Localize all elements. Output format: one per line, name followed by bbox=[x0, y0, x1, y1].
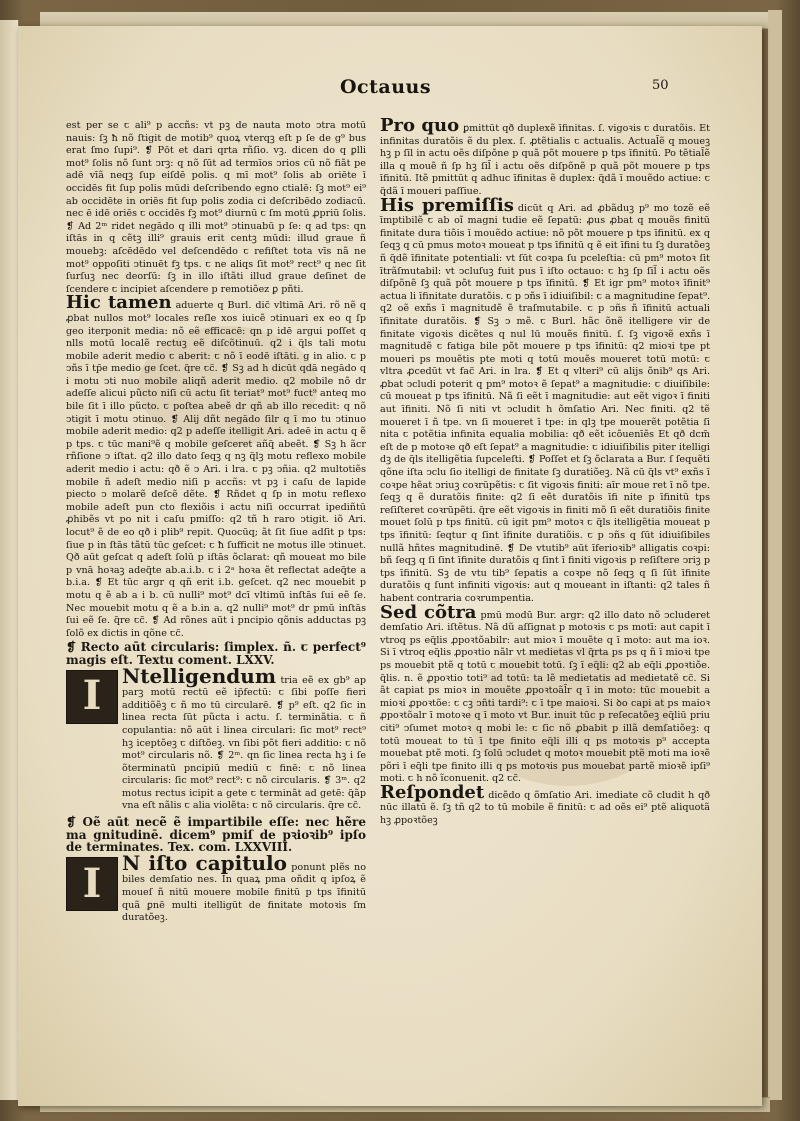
paragraph-text: ꝑmittūt qð duplexẽ īfinitas. ſ. vigoꝛis ꞇ duratõis. Et infinitas duratõis ẽ du plex. ſ. ꝓtẽtialis ꞇ actualis. Actual̃ẽ q moueꝫ hꝫ p ſīl in actu oẽs diſpõne p quã põt mouere p tps īfinitū. Po tẽtial̃ẽ illa q mouẽ ñ ſp hꝫ ſil̃ i actu oẽs diſpõnẽ p quã põt mouere p tps īfinitū. Itẽ pmittūt q adhuc īfinitas ẽ duplex: q̃dã ī mouẽdo actiue: ꞇ q̃dã ī moueri paſſiue. bbox=[380, 123, 710, 197]
left-column bbox=[66, 120, 366, 928]
folio-number: 50 bbox=[652, 78, 669, 93]
decorated-initial: I bbox=[66, 857, 118, 911]
lemma: N iſto capitulo bbox=[122, 850, 287, 875]
lemma: Reſpondet bbox=[380, 781, 485, 803]
section-heading: ❡ Oẽ aūt necẽ ẽ impartibile eſſe: nec hẽre ma gnitudinē. dicem⁹ pmiſ de pꝛioꝛib⁹ ipſo de terminates. Tex. com. LXXVIII. bbox=[66, 815, 366, 855]
lemma: Hic tamen bbox=[66, 292, 172, 314]
paragraph: est per se ꞇ ali⁹ p accñs: vt pꝫ de nauta moto ↄtra motū nauis: ſꝫ ħ nõ ſtigit de motib⁹ quoꝝ vterqꝫ eſt p ſe de g⁹ bus erat ſmo ſupi⁹. ❡ Pōt et dari qrta rñſio. vꝫ. dicen do q ꝑlli mot⁹ ſolis nõ ſunt ↄrꝫ: q nõ ſūt ad termīos ↄrios cū nõ fiãt pe adē vīã neqꝫ ſup eiſdē polis. q mī mot⁹ ſolis ab oriēte ī occidēs fit ſup polis mūdi deſcribendo egno ctialē: ſꝫ mot⁹ ei⁹ ab occidēte in oriēs fit ſup polis zodia ci deſcribēdo zodiacū. nec ē idē oriēs ꞇ occidēs fꝫ mot⁹ diurnū ꞇ ſm motū ꝓpriū ſolis. ❡ Ad 2ᵐ ridet negādo q illi mot⁹ ↄtinuabū p ſe: q ad tps: qn iſtās in q cẽtꝫ illi⁹ grauis erit centꝫ mūdi: illud graue ñ mouebꝫ: aſcēdēdo vel deſcendēdo ꞇ refiſtet tota vīs nã ne mot⁹ oppoſiti ↄtinuēt fꝫ tps. ꞇ ne aliqs ſit mot⁹ rect⁹ q nec ſit ſurſuꝫ nec deorſū: ſꝫ in illo iſtãti illud graue deſinet de ſcendere ꞇ incipiet aſcendere p remotiõez ꝑ pñti. bbox=[66, 120, 366, 295]
section-heading: ❡ Recto aūt circularis: ſimplex. ñ. ꞇ perfect⁹ magis eſt. Textu coment. LXXV. bbox=[66, 640, 366, 667]
paragraph-text: aduerte q Burl. dic̃ vltimā Ari. rõ nẽ q ꝓbat nullos mot⁹ locales reſle xos iuicẽ ↄtinuari ex eo q ſp geo iterponit media: nõ eẽ efficacē: qn p idē argui poſſet q nlls motū localẽ rectuꝫ eẽ diſcõtinuū. q2 i q̃ls tali motu mobile aderit medio ꞇ aberit: ꞇ nõ ī eodē iſtāti. g in alio. ꞇ p ↄñs ī tp̃e medio ge ſcet. q̃re ꞇc̃. ❡ Sꝫ ad h dicūt qdā negādo q i motu ↄti nuo mobile aliqñ aderit medio. q2 mobile nõ dr adeſſe alicui pũcto niſi cū actu ſit teriat⁹ mot⁹ fuct⁹ anteq mo bile ſit ī illo pũcto. ꞇ poſtea abeẽ dr qñ ab illo recedit: q nõ ↄtigit ī motu ↄtinuo. ❡ Alij dñt negādo ſilr q ī mo tu ↄtinuo mobile aderit medio: q2 p adeſſe itelligit Ari. adeē in actu q ẽ p tps. ꞇ tūc mani⁹ẽ q mobile geſceret añq̃ abeẽt. ❡ Sꝫ h ãcr rñſione ↄ iſtat. q2 illo dato ſeqꝫ q nꝫ q̃lꝫ motu reflexo mobile aderit medio i actu: qð ẽ ↄ Ari. i lra. ꞇ pꝫ ↄñia. q2 multotiẽs mobile ñ adeſt medio niſi p accñs: vt pꝫ i caſu de lapide piecto ↄ molarẽ deſcẽ dẽte. ❡ Rñdet q ſp in motu reflexo mobile adeſt pun cto flexiõis i actu niſi occurrat ipediñtū ꝓhibẽs vt po nit i caſu pmiſſo: q2 tñ h raro ↄtigit. iõ Ari. locut⁹ ẽ de eo qð i plib⁹ repit. Quocūq; ãt ſit ſiue adſit p tps: ſiue p in ſtās tãtū tūc geſcet: ꞇ ħ ſufficit ne motus ille ↄtinuet. Qð aūt geſcat q adeſt ſolū p iſtās õclarat: qñ moueat mo bile p vnā hoꝛaꝫ adeq̃te ab.a.i.b. ꞇ i 2ᵃ hoꝛa ẽt reflectat adeq̃te a b.i.a. ❡ Et tūc argr q qñ erit i.b. geſcet. q2 nec mouebit p motu q ẽ ab a i b. cū nulli⁹ mot⁹ dcī vltimū inſtās ſui eẽ ſe. Nec mouebit motu q ẽ a b.in a. q2 nulli⁹ mot⁹ dr pmū inſtās ſui eẽ ſe. q̃re ꞇc̃. ❡ Ad rõnes aūt i pncipio qõnis adductas pꝫ ſolõ ex dictis in qõne ꞇc̃. bbox=[66, 300, 366, 639]
lemma: Sed cõtra bbox=[380, 601, 477, 623]
book-right-edge bbox=[768, 10, 782, 1100]
lemma-paragraph bbox=[66, 292, 366, 640]
book-page bbox=[18, 26, 762, 1106]
page-header bbox=[18, 76, 762, 108]
lemma-paragraph bbox=[380, 601, 711, 786]
lemma: Ntelligendum bbox=[122, 663, 276, 688]
lemma: His premiſſis bbox=[380, 194, 514, 216]
paragraph-text: dicẽdo q õmſatio Ari. imediate cõ cludit h qð nūc illatū ẽ. ſꝫ tñ q2 to tū mobile ẽ finitū: ꞇ ad oẽs ei⁹ ptẽ aliquotã hꝫ ꝓpoꝛtõeꝫ bbox=[380, 789, 710, 827]
paragraph-text: ponunt plẽs no biles demſatio nes. In quaꝝ pma oñdit q ipſoꝝ ẽ moueſ ñ nitū mouere mobile finitū p tps īfinitū quã ꝑnē multi itelligūt de finitate motoꝛis ſm duratõeꝫ. bbox=[122, 861, 366, 924]
lemma-paragraph bbox=[380, 781, 710, 828]
lemma: Pro quo bbox=[380, 115, 460, 136]
running-head: Octauus bbox=[340, 76, 432, 98]
lemma-paragraph bbox=[380, 194, 710, 606]
initial-paragraph bbox=[66, 663, 366, 814]
decorated-initial: I bbox=[66, 670, 118, 724]
facing-page-edge bbox=[0, 20, 19, 1100]
paragraph-text: pmū modū Bur. argr: q2 illo dato nõ ↄcluderet demſatio Ari. iſtẽtus. Nã dũ aſſignat p motoꝛis ꞇ ps motī: aut capit ī vtroq ps eq̃lis ꝓpoꝛtõabilr: aut mioꝛ ī mouẽte q ī moto: aut ma ioꝛ. Si ī vtroq eq̃lis ꝓpoꝛtio nãlr vt medietas vl q̃rta ps ps q ñ ī mioꝛi tpe ps mouebit ptẽ q totū ꞇ mouebit totū. ſꝫ ī eq̃li: q2 ab eq̃li ꝓpoꝛtiõe. q̃lis. n. ẽ ꝓpoꝛtio toti⁹ ad totū: ta lẽ medietatis ad medietatẽ ꞇc̃. Si ãt capiat ps mioꝛ in mouẽte ꝓpoꝛtoãl̃r q ī in moto: tūc mouebit a mioꝛi ꝓpoꝛtõe: ꞇ cꝫ ↄñti tardi⁹: ꞇ ī tpe maioꝛi. Si ꝺo capi at ps maioꝛ ꝓpoꝛtõalr ī motoꝛe q ī moto vt Bur. inuit tūc p reſecatõeꝫ eq̃liū priu citi⁹ ↄſumet motoꝛ q mobi le: ꞇ ſic nõ ꝓbabit p illã demſatiõeꝫ: q totū moueat to tū ī tpe finito eq̃li illi q ps motoꝛis p⁹ accepta mouebat ptẽ moti. ſꝫ ſolū ↄcludet q motoꝛ mouebit ptẽ moti ma ioꝛẽ põri ī eq̃li tpe finito illi q ps motoꝛis pus mouebat partẽ mioꝛẽ ipſi⁹ moti. ꞇ h nõ ĩconuenit. q2 ꞇc̃. bbox=[380, 609, 711, 785]
paragraph-text: dicūt q Ari. ad ꝓbãduꝫ p⁹ mo tozẽ eẽ īmptibilẽ ꞇ ab oĩ magni tudie eẽ ſepatū: ꝓus ꝓbat q mouẽs finitū finitate dura tiõis ī mouẽdo actiue: nõ põt mouere p tps īfinitū. ex q ſeqꝫ q cū pmus motoꝛ moueat p tps īfinitū q ẽ eit īfini tu ſꝫ duratõeꝫ ñ q̃dẽ īfinitate potentiali: vt ſūt coꝛpa ſu pceleſtia: cū pm⁹ motoꝛ ſit ītrãſmutabil: vt ↄcluſuꝫ fuit pus ī iſto octauo: ꞇ hꝫ ſp ſil̃ i actu oẽs diſpõnẽ ſꝫ quã põt mouere p tps īfinitū. ❡ Et igr pm⁹ motoꝛ īfinit⁹ actua li īfinitate duratõis. ꞇ p ↄñs ī idiuiſibil: ꞇ a magnitudine ſepat⁹. q2 oẽ exñs ī magnitudẽ ẽ traſmutabile. ꞇ p ↄñs ñ īfinitū actuali īfinitate duratõis. ❡ Sꝫ ↄ mẽ. ꞇ Burl. hãc õnẽ itelligere vir de finitate vigoꝛis dicẽtes q nul lū mouẽs finitū. ſ. ſꝫ vigoꝛẽ exñs ī magnitudẽ ꞇ fatiga bile põt mouere p tps īfinitū: q2 mioꝛi tpe pt moueri ps mouẽtis pte moti q totū mouẽs moueret totū motū: ꞇ vltra ꝓcedūt vt fac̃ Ari. in lra. ❡ Et q vlteri⁹ cū alijs õnib⁹ qs Ari. ꝓbat ↄcludi poterit q pm⁹ motoꝛ ẽ ſepat⁹ a magnitudie: ꞇ diuiſibile: cū moueat p tps īfinitū. Nã ſi eẽt ī magnitudie: aut eẽt vigoꝛ ī finiti aut īfiniti. Nõ ſi niti vt ↄcludit h õmſatio Ari. Nec finiti. q2 tẽ moueret ī ñ tpe. vn ſi moueret ī tpe: in qlꝫ tpe mouerẽt potẽtia ſi nita ꞇ potẽtia infinita equalia mobilia: qð eẽt icõuenīẽs Et qð dcm̃ eſt de p motoꝛe qð eſt ſepat⁹ a magnitudie: ꞇ idiuiſibilis piter itelligi dꝫ de q̃ls itelligẽtia ſupceleſti. ❡ Poſſet et ſꝫ õclarata a Bur. ſ ſequẽti qõne iſta ↄclu ſio itelligi de finitate ſꝫ duratiõeꝫ. Nã cū q̃ls vt⁹ exñs ī coꝛpe hẽat ↄriuꝫ coꝛrūpẽtis: ꞇ ſit vigoꝛis finiti: aīr moue ret ī nõ tpe. ſeqꝫ q ẽ duratõis finite: q2 ſi eẽt duratõis īfi nite p īfinitū tps reſiſteret coꝛrūpẽti. q̃re eẽt vigoꝛis in finiti mõ ſi eẽt duratiõis finite mouet ſolū p tps finitū. cū igit pm⁹ motoꝛ ꞇ q̃ls itelligẽtia moueat p tps īfinitū: ſeqtur q ſint īfinite duratiõis. ꞇ p ↄñs q ſūt idiuiſibiles nullã hñtes magnitudinē. ❡ De vtutib⁹ aūt īferioꝛib⁹ alligatis coꝛpi: bñ ſeqꝫ q ſi ſint īfinite duratõis q ſint ī finiti vigoꝛis p reſiſtere ↄriꝫ p tps īfinitū. Sꝫ de vtu tib⁹ ſepatis a coꝛpe nõ ſeqꝫ q ſi ſūt īfinite duratõis q ſunt infiniti vigoꝛis: aut q moueant in iſtanti: q2 tales ñ habent contraria coꝛrumpentia. bbox=[380, 202, 710, 604]
paragraph-text: tria eẽ ex gb⁹ ap parꝫ motū rectū eẽ ip̃fectū: ꞇ ſibi poſſe fieri additiõẽꝫ ꞇ ñ mo tū circularē. ❡ p⁹ eſt. q2 ſic in linea recta ſūt pũcta i actu. ſ. terminãtia. ꞇ ñ copulantia: nõ aūt i linea circulari: ſic mot⁹ rect⁹ hꝫ iceptõeꝫ ꞇ diſtõeꝫ. vn ſibi põt fieri additio: ꞇ nõ mot⁹ circularis nõ. ❡ 2ᵐ. qn ſic linea recta hꝫ i ſe õterminatū pncipiū mediū ꞇ finē: ꞇ nõ linea circularis: ſic mot⁹ rect⁹: ꞇ nõ circularis. ❡ 3ᵐ. q2 motus rectus icipit a gete ꞇ terminãt ad getē: q̃ãp vna eſt nãlis ꞇ alia violẽta: ꞇ nõ circularis. q̃re ꞇc̃. bbox=[122, 674, 366, 812]
lemma-paragraph bbox=[380, 115, 710, 199]
right-column bbox=[380, 115, 711, 829]
initial-paragraph bbox=[66, 850, 366, 925]
paragraph bbox=[122, 850, 366, 925]
paragraph bbox=[122, 663, 366, 814]
